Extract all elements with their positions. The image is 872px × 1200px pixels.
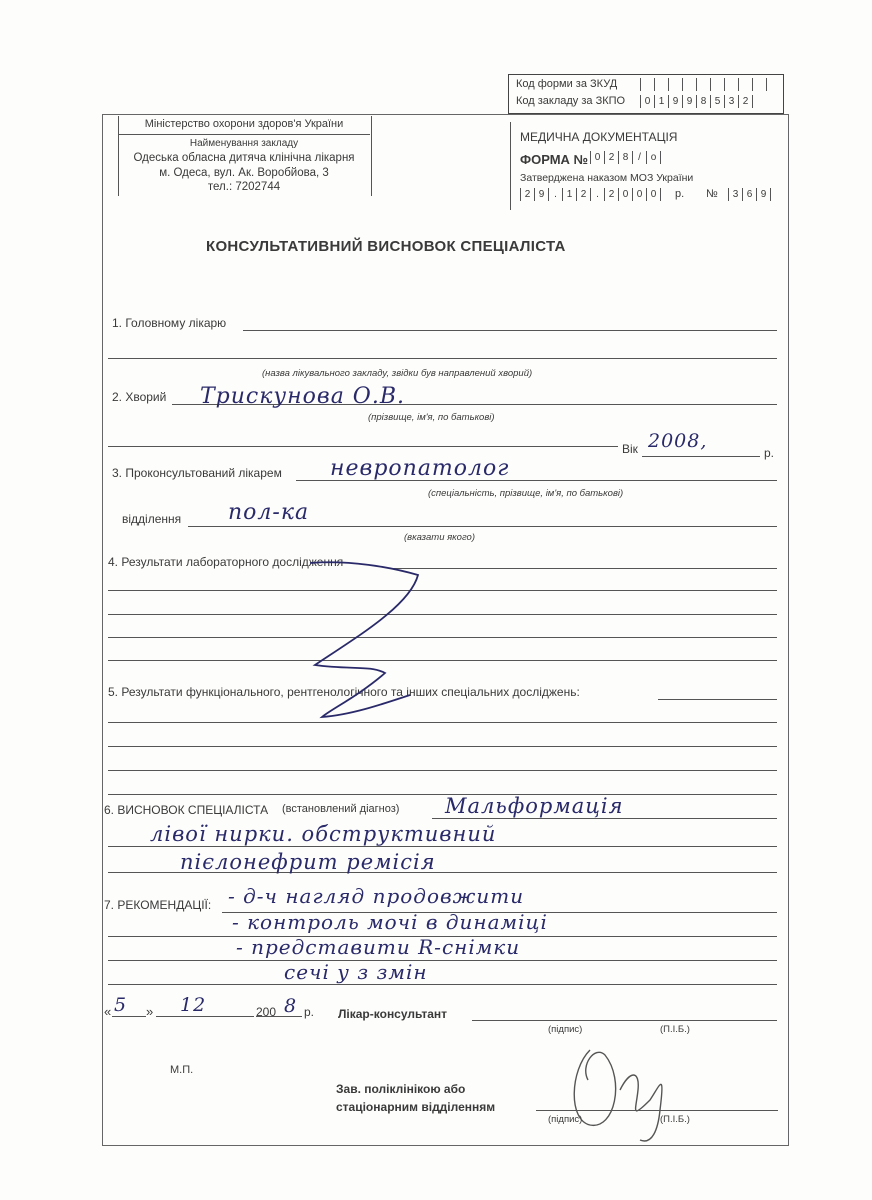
head-label-2: стаціонарним відділенням <box>336 1100 496 1114</box>
form-number-cells <box>590 151 661 164</box>
field-4-label: 4. Результати лабораторного дослідження <box>108 555 344 569</box>
zkpo-cells <box>640 95 753 108</box>
form-number-label: ФОРМА № <box>520 152 589 167</box>
field-3-hint: (спеціальність, прізвище, ім'я, по батькові) <box>428 488 624 499</box>
diagnosis-line-1: Мальформація <box>445 794 624 818</box>
date-digit-7: 0 <box>618 188 632 201</box>
med-doc-title: МЕДИЧНА ДОКУМЕНТАЦІЯ <box>520 130 678 144</box>
recommendation-line-4: сечі у з змін <box>284 960 428 984</box>
zkpo-label: Код закладу за ЗКПО <box>516 95 626 107</box>
department-handwritten: пол-ка <box>228 500 310 525</box>
field-6-sublabel: (встановлений діагноз) <box>282 803 400 815</box>
order-digit-2: 9 <box>756 188 771 201</box>
year-suffix: р. <box>675 188 685 200</box>
zkpo-digit-5: 5 <box>710 95 724 108</box>
recommendation-line-3: - представити R-снімки <box>236 935 521 959</box>
date-close-quote: » <box>146 1004 154 1019</box>
department-hint: (вказати якого) <box>404 532 475 543</box>
department-label: відділення <box>122 512 182 526</box>
institution-line-3: тел.: 7202744 <box>207 181 281 193</box>
age-label: Вік <box>622 442 638 456</box>
form-digit-3: / <box>632 151 646 164</box>
stamp-place-label: М.П. <box>170 1064 194 1076</box>
date-year-prefix: 200 <box>256 1005 277 1019</box>
zkud-label: Код форми за ЗКУД <box>516 78 618 90</box>
diagnosis-line-3: пієлонефрит ремісія <box>180 850 436 874</box>
field-1-line <box>243 330 777 331</box>
field-2-hint: (прізвище, ім'я, по батькові) <box>368 412 495 423</box>
zkpo-digit-0: 0 <box>640 95 654 108</box>
date-digit-5: . <box>590 188 604 201</box>
zkpo-digit-2: 9 <box>668 95 682 108</box>
form-digit-1: 2 <box>604 151 618 164</box>
age-suffix: р. <box>764 446 775 460</box>
date-digit-8: 0 <box>632 188 646 201</box>
doctor-consultant-label: Лікар-консультант <box>338 1007 447 1021</box>
date-day: 5 <box>114 994 128 1016</box>
ministry-title: Міністерство охорони здоров'я України <box>144 118 344 130</box>
zkpo-digit-7: 2 <box>738 95 753 108</box>
signature-scribble <box>560 1030 720 1150</box>
order-no-label: № <box>706 188 718 200</box>
date-digit-4: 2 <box>576 188 590 201</box>
zkpo-digit-1: 1 <box>654 95 668 108</box>
institution-name-label: Найменування закладу <box>189 138 299 149</box>
field-1-label: 1. Головному лікарю <box>112 316 227 330</box>
zkpo-digit-3: 9 <box>682 95 696 108</box>
approval-date-cells <box>520 188 661 201</box>
approved-by: Затверджена наказом МОЗ України <box>520 172 694 184</box>
head-label-1: Зав. поліклінікою або <box>336 1082 466 1096</box>
recommendation-line-1: - д-ч нагляд продовжити <box>228 884 525 908</box>
date-digit-9: 0 <box>646 188 661 201</box>
field-5-label: 5. Результати функціонального, рентгенологічного та інших спеціальних досліджень: <box>108 685 580 699</box>
field-2-label: 2. Хворий <box>112 390 167 404</box>
date-open-quote: « <box>104 1004 112 1019</box>
order-digit-1: 6 <box>742 188 756 201</box>
field-1-hint: (назва лікувального закладу, звідки був направлений хворий) <box>262 368 533 379</box>
name-hint: (П.І.Б.) <box>660 1024 690 1035</box>
form-digit-2: 8 <box>618 151 632 164</box>
date-year-handwritten: 8 <box>284 995 298 1017</box>
field-7-label: 7. РЕКОМЕНДАЦІЇ: <box>104 898 212 912</box>
field-3-label: 3. Проконсультований лікарем <box>112 466 282 480</box>
zkud-cells <box>640 78 767 91</box>
zkpo-digit-4: 8 <box>696 95 710 108</box>
order-number-cells <box>728 188 771 201</box>
date-digit-6: 2 <box>604 188 618 201</box>
document-title: КОНСУЛЬТАТИВНИЙ ВИСНОВОК СПЕЦІАЛІСТА <box>206 238 566 255</box>
date-digit-1: 9 <box>534 188 548 201</box>
doctor-specialty-handwritten: невропатолог <box>330 456 510 481</box>
form-digit-4: о <box>646 151 661 164</box>
signature-hint-2: (підпис) <box>548 1114 583 1125</box>
zkpo-digit-6: 3 <box>724 95 738 108</box>
recommendation-line-2: - контроль мочі в динаміці <box>232 910 548 934</box>
date-year-suffix: р. <box>304 1005 315 1019</box>
order-digit-0: 3 <box>728 188 742 201</box>
date-digit-3: 1 <box>562 188 576 201</box>
date-digit-2: . <box>548 188 562 201</box>
date-digit-0: 2 <box>520 188 534 201</box>
date-month: 12 <box>180 994 207 1016</box>
institution-line-1: Одеська обласна дитяча клінічна лікарня <box>133 152 355 164</box>
diagnosis-line-2: лівої нирки. обструктивний <box>150 822 497 846</box>
field-6-label: 6. ВИСНОВОК СПЕЦІАЛІСТА <box>104 803 269 817</box>
form-digit-0: 0 <box>590 151 604 164</box>
patient-name-handwritten: Трискунова О.В. <box>200 384 405 409</box>
strike-through-scribble <box>290 555 440 725</box>
age-handwritten: 2008, <box>648 430 708 452</box>
form-frame <box>102 114 789 1146</box>
signature-hint: (підпис) <box>548 1024 583 1035</box>
name-hint-2: (П.І.Б.) <box>660 1114 690 1125</box>
institution-line-2: м. Одеса, вул. Ак. Воробйова, 3 <box>159 167 329 179</box>
